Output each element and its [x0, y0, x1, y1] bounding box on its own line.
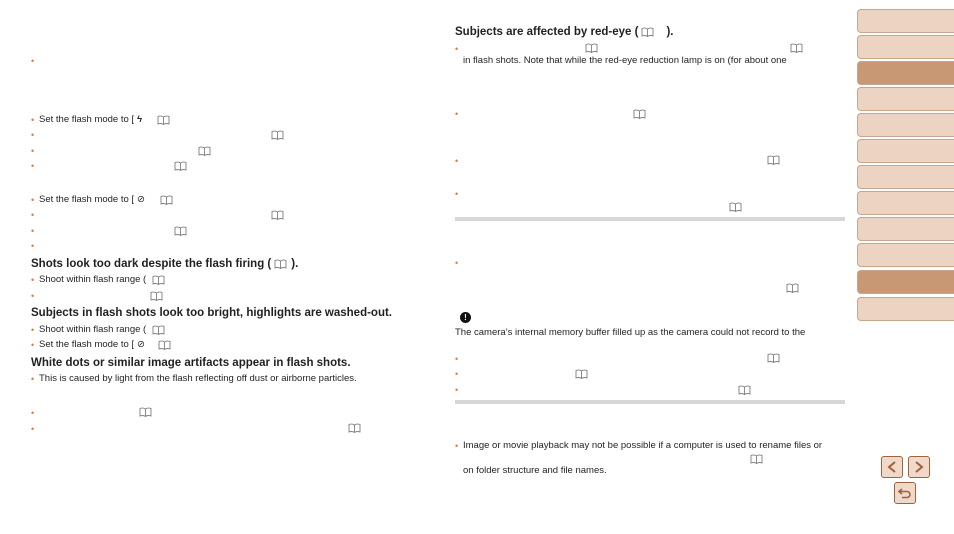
flash-mode-off-text: Set the flash mode to [	[39, 339, 135, 350]
book-icon[interactable]	[271, 130, 284, 140]
book-icon[interactable]	[348, 423, 361, 433]
side-tab[interactable]	[857, 191, 954, 215]
bullet: •	[455, 369, 459, 379]
side-tab[interactable]	[857, 139, 954, 163]
book-icon[interactable]	[174, 161, 187, 171]
bullet: •	[455, 354, 459, 364]
book-icon[interactable]	[767, 353, 780, 363]
book-icon[interactable]	[157, 115, 170, 125]
book-icon[interactable]	[767, 155, 780, 165]
book-icon[interactable]	[738, 385, 751, 395]
bullet: •	[31, 161, 35, 171]
next-page-button[interactable]	[908, 456, 930, 478]
book-icon[interactable]	[271, 210, 284, 220]
book-icon[interactable]	[750, 454, 763, 464]
shoot-range-text: Shoot within flash range (	[39, 274, 147, 285]
book-icon[interactable]	[786, 283, 799, 293]
bullet: •	[31, 275, 35, 285]
arrow-right-icon	[914, 461, 924, 473]
red-eye-lamp-text: in flash shots. Note that while the red-eye reduction lamp is on (for about one	[463, 55, 787, 66]
book-icon[interactable]	[575, 369, 588, 379]
book-icon[interactable]	[790, 43, 803, 53]
heading-too-bright: Subjects in flash shots look too bright, highlights are washed-out.	[31, 307, 392, 319]
playback-text: Image or movie playback may not be possible if a computer is used to rename files or	[463, 440, 823, 451]
bullet: •	[455, 189, 459, 199]
flash-off-icon: ⊘	[137, 339, 145, 350]
section-divider	[455, 400, 845, 404]
bullet: •	[455, 156, 459, 166]
book-icon[interactable]	[139, 407, 152, 417]
heading-too-dark: Shots look too dark despite the flash firing ( ).	[31, 258, 299, 270]
bullet: •	[455, 258, 459, 268]
prev-page-button[interactable]	[881, 456, 903, 478]
return-icon	[898, 487, 912, 499]
book-icon[interactable]	[152, 275, 165, 285]
buffer-text: The camera’s internal memory buffer filled up as the camera could not record to the	[455, 327, 806, 338]
book-icon[interactable]	[160, 195, 173, 205]
dust-text: This is caused by light from the flash reflecting off dust or airborne particles.	[39, 373, 357, 384]
side-tab-active[interactable]	[857, 61, 954, 85]
bullet: •	[31, 374, 35, 384]
bullet: •	[31, 130, 35, 140]
side-tab[interactable]	[857, 243, 954, 267]
side-tab[interactable]	[857, 165, 954, 189]
bullet: •	[31, 56, 35, 66]
caution-icon: !	[460, 312, 471, 323]
side-tab[interactable]	[857, 297, 954, 321]
shoot-range-text: Shoot within flash range (	[39, 324, 147, 335]
bullet: •	[455, 109, 459, 119]
side-tab[interactable]	[857, 9, 954, 33]
book-icon[interactable]	[274, 259, 287, 269]
flash-mode-off-text: Set the flash mode to [	[39, 194, 135, 205]
bullet: •	[31, 210, 35, 220]
bullet: •	[31, 408, 35, 418]
bullet: •	[455, 441, 459, 451]
heading-white-dots: White dots or similar image artifacts appear in flash shots.	[31, 357, 351, 369]
bullet: •	[455, 44, 459, 54]
book-icon[interactable]	[585, 43, 598, 53]
heading-red-eye: Subjects are affected by red-eye ( ).	[455, 26, 674, 38]
return-button[interactable]	[894, 482, 916, 504]
book-icon[interactable]	[174, 226, 187, 236]
bullet: •	[455, 385, 459, 395]
bullet: •	[31, 115, 35, 125]
bullet: •	[31, 146, 35, 156]
bullet: •	[31, 226, 35, 236]
bullet: •	[31, 291, 35, 301]
flash-auto-icon: ϟ	[137, 114, 143, 125]
arrow-left-icon	[887, 461, 897, 473]
side-tab[interactable]	[857, 217, 954, 241]
book-icon[interactable]	[150, 291, 163, 301]
bullet: •	[31, 424, 35, 434]
book-icon[interactable]	[198, 146, 211, 156]
book-icon[interactable]	[633, 109, 646, 119]
book-icon[interactable]	[729, 202, 742, 212]
bullet: •	[31, 340, 35, 350]
side-tab[interactable]	[857, 87, 954, 111]
side-tab[interactable]	[857, 35, 954, 59]
bullet: •	[31, 195, 35, 205]
bullet: •	[31, 325, 35, 335]
bullet: •	[31, 241, 35, 251]
book-icon[interactable]	[641, 27, 654, 37]
section-divider	[455, 217, 845, 221]
flash-mode-auto-text: Set the flash mode to [	[39, 114, 135, 125]
folder-structure-text: on folder structure and file names.	[463, 465, 607, 476]
book-icon[interactable]	[152, 325, 165, 335]
side-tab-active[interactable]	[857, 270, 954, 294]
flash-off-icon: ⊘	[137, 194, 145, 205]
book-icon[interactable]	[158, 340, 171, 350]
side-tab[interactable]	[857, 113, 954, 137]
